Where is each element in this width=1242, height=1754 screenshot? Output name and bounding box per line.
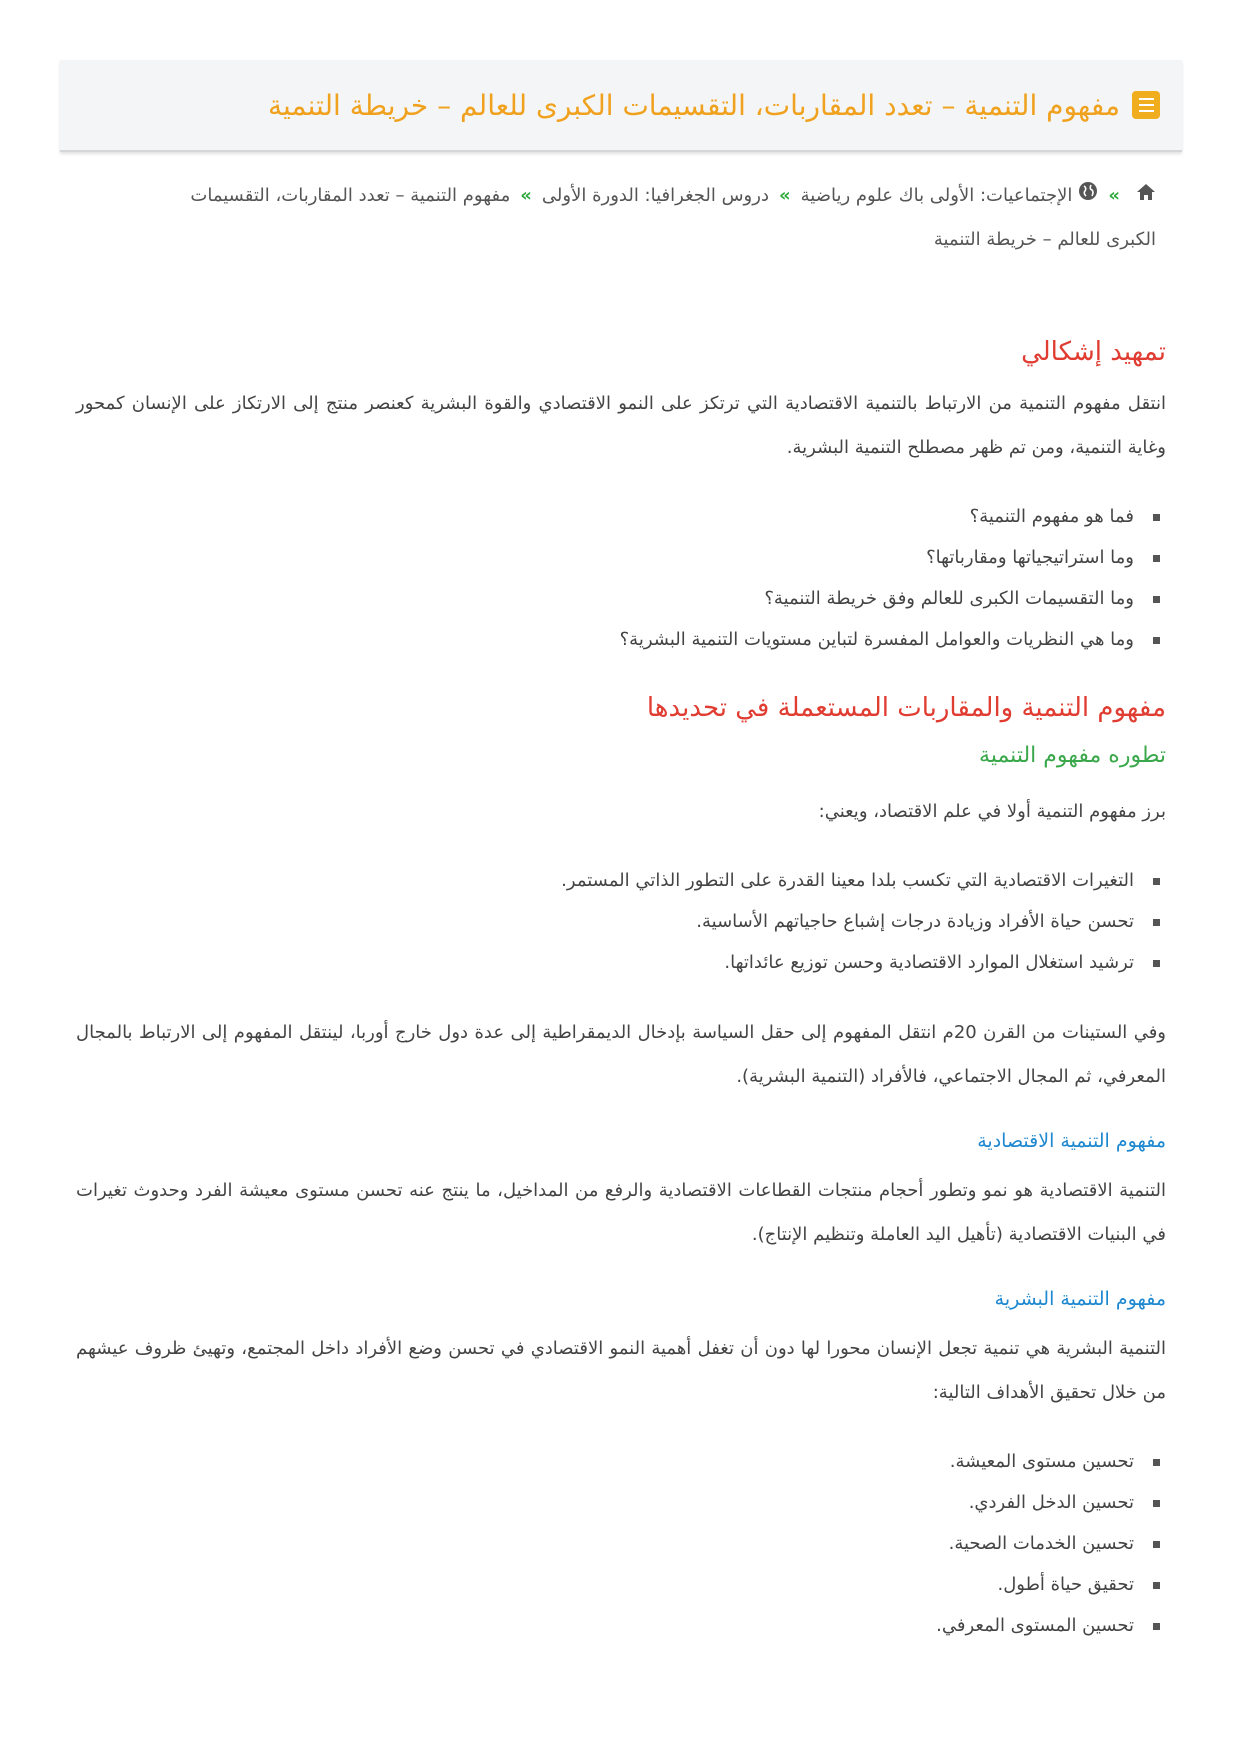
bullet-icon [1153,555,1160,562]
breadcrumb-separator: » [520,185,532,206]
document-icon [1132,91,1160,119]
list-item: ترشيد استغلال الموارد الاقتصادية وحسن توزيع عائداتها. [76,942,1166,983]
intro-paragraph: انتقل مفهوم التنمية من الارتباط بالتنمية الاقتصادية التي ترتكز على النمو الاقتصادي والقوة البشرية كعنصر منتج إلى الارتكاز على الإنسان كمحور وغاية التنمية، ومن تم ظهر مصطلح التنمية البشرية. [76,393,1166,458]
list-item: تحسن حياة الأفراد وزيادة درجات إشباع حاجياتهم الأساسية. [76,901,1166,942]
list-item: تحسين مستوى المعيشة. [76,1441,1166,1482]
globe-icon [1078,174,1098,218]
bullet-icon [1153,637,1160,644]
breadcrumb-separator: » [778,185,791,206]
page-title-bar [60,60,1182,152]
bullet-icon [1153,596,1160,603]
human-goals-list [76,1441,1166,1646]
questions-list [76,496,1166,660]
economic-paragraph: التنمية الاقتصادية هو نمو وتطور أحجام منتجات القطاعات الاقتصادية والرفع من المداخيل، ما ينتج عنه تحسن مستوى معيشة الفرد وحدوث تغيرات في البنيات الاقتصادية (تأهيل اليد العاملة وتنظيم الإنتاج). [76,1180,1166,1245]
bullet-icon [1153,960,1160,967]
list-item: التغيرات الاقتصادية التي تكسب بلدا معينا القدرة على التطور الذاتي المستمر. [76,860,1166,901]
list-item: وما التقسيمات الكبرى للعالم وفق خريطة التنمية؟ [76,578,1166,619]
bullet-icon [1153,1623,1160,1630]
article-content [76,332,1166,1674]
sixties-paragraph: وفي الستينات من القرن 20م انتقل المفهوم إلى حقل السياسة بإدخال الديمقراطية إلى عدة دول خارج أوربا، لينتقل المفهوم إلى الارتباط بالمجال المعرفي، ثم المجال الاجتماعي، فالأفراد (التنمية البشرية). [76,1022,1167,1087]
bullet-icon [1153,1459,1160,1466]
breadcrumb [156,174,1156,262]
concept-heading: مفهوم التنمية والمقاربات المستعملة في تحديدها [646,693,1166,723]
breadcrumb-separator: » [1108,185,1120,206]
breadcrumb-item-social-studies[interactable]: الإجتماعيات: الأولى باك علوم رياضية [800,185,1073,206]
list-item: وما استراتيجياتها ومقارباتها؟ [76,537,1166,578]
list-item: تحسين الخدمات الصحية. [76,1523,1166,1564]
evolution-list [76,860,1166,983]
bullet-icon [1153,514,1160,521]
bullet-icon [1153,878,1160,885]
bullet-icon [1153,919,1160,926]
list-item: تحسين الدخل الفردي. [76,1482,1166,1523]
breadcrumb-item-geography[interactable]: دروس الجغرافيا: الدورة الأولى [541,185,769,206]
bullet-icon [1153,1500,1160,1507]
bullet-icon [1153,1582,1160,1589]
human-paragraph: التنمية البشرية هي تنمية تجعل الإنسان محورا لها دون أن تغفل أهمية النمو الاقتصادي في تحسن وضع الأفراد داخل المجتمع، وتهيئ ظروف عيشهم من خلال تحقيق الأهداف التالية: [76,1338,1166,1403]
economic-heading: مفهوم التنمية الاقتصادية [977,1130,1166,1152]
breadcrumb-item-current: مفهوم التنمية – تعدد المقاربات، التقسيمات الكبرى للعالم – خريطة التنمية [190,185,1156,250]
list-item: وما هي النظريات والعوامل المفسرة لتباين مستويات التنمية البشرية؟ [76,619,1166,660]
list-item: فما هو مفهوم التنمية؟ [76,496,1166,537]
list-item: تحقيق حياة أطول. [76,1564,1166,1605]
evolution-intro: برز مفهوم التنمية أولا في علم الاقتصاد، ويعني: [818,801,1166,822]
intro-heading: تمهيد إشكالي [1021,337,1166,367]
list-item: تحسين المستوى المعرفي. [76,1605,1166,1646]
evolution-heading: تطوره مفهوم التنمية [979,743,1166,768]
human-heading: مفهوم التنمية البشرية [994,1288,1166,1310]
page-title: مفهوم التنمية – تعدد المقاربات، التقسيمات الكبرى للعالم – خريطة التنمية [267,88,1120,122]
home-icon[interactable] [1136,174,1156,218]
bullet-icon [1153,1541,1160,1548]
